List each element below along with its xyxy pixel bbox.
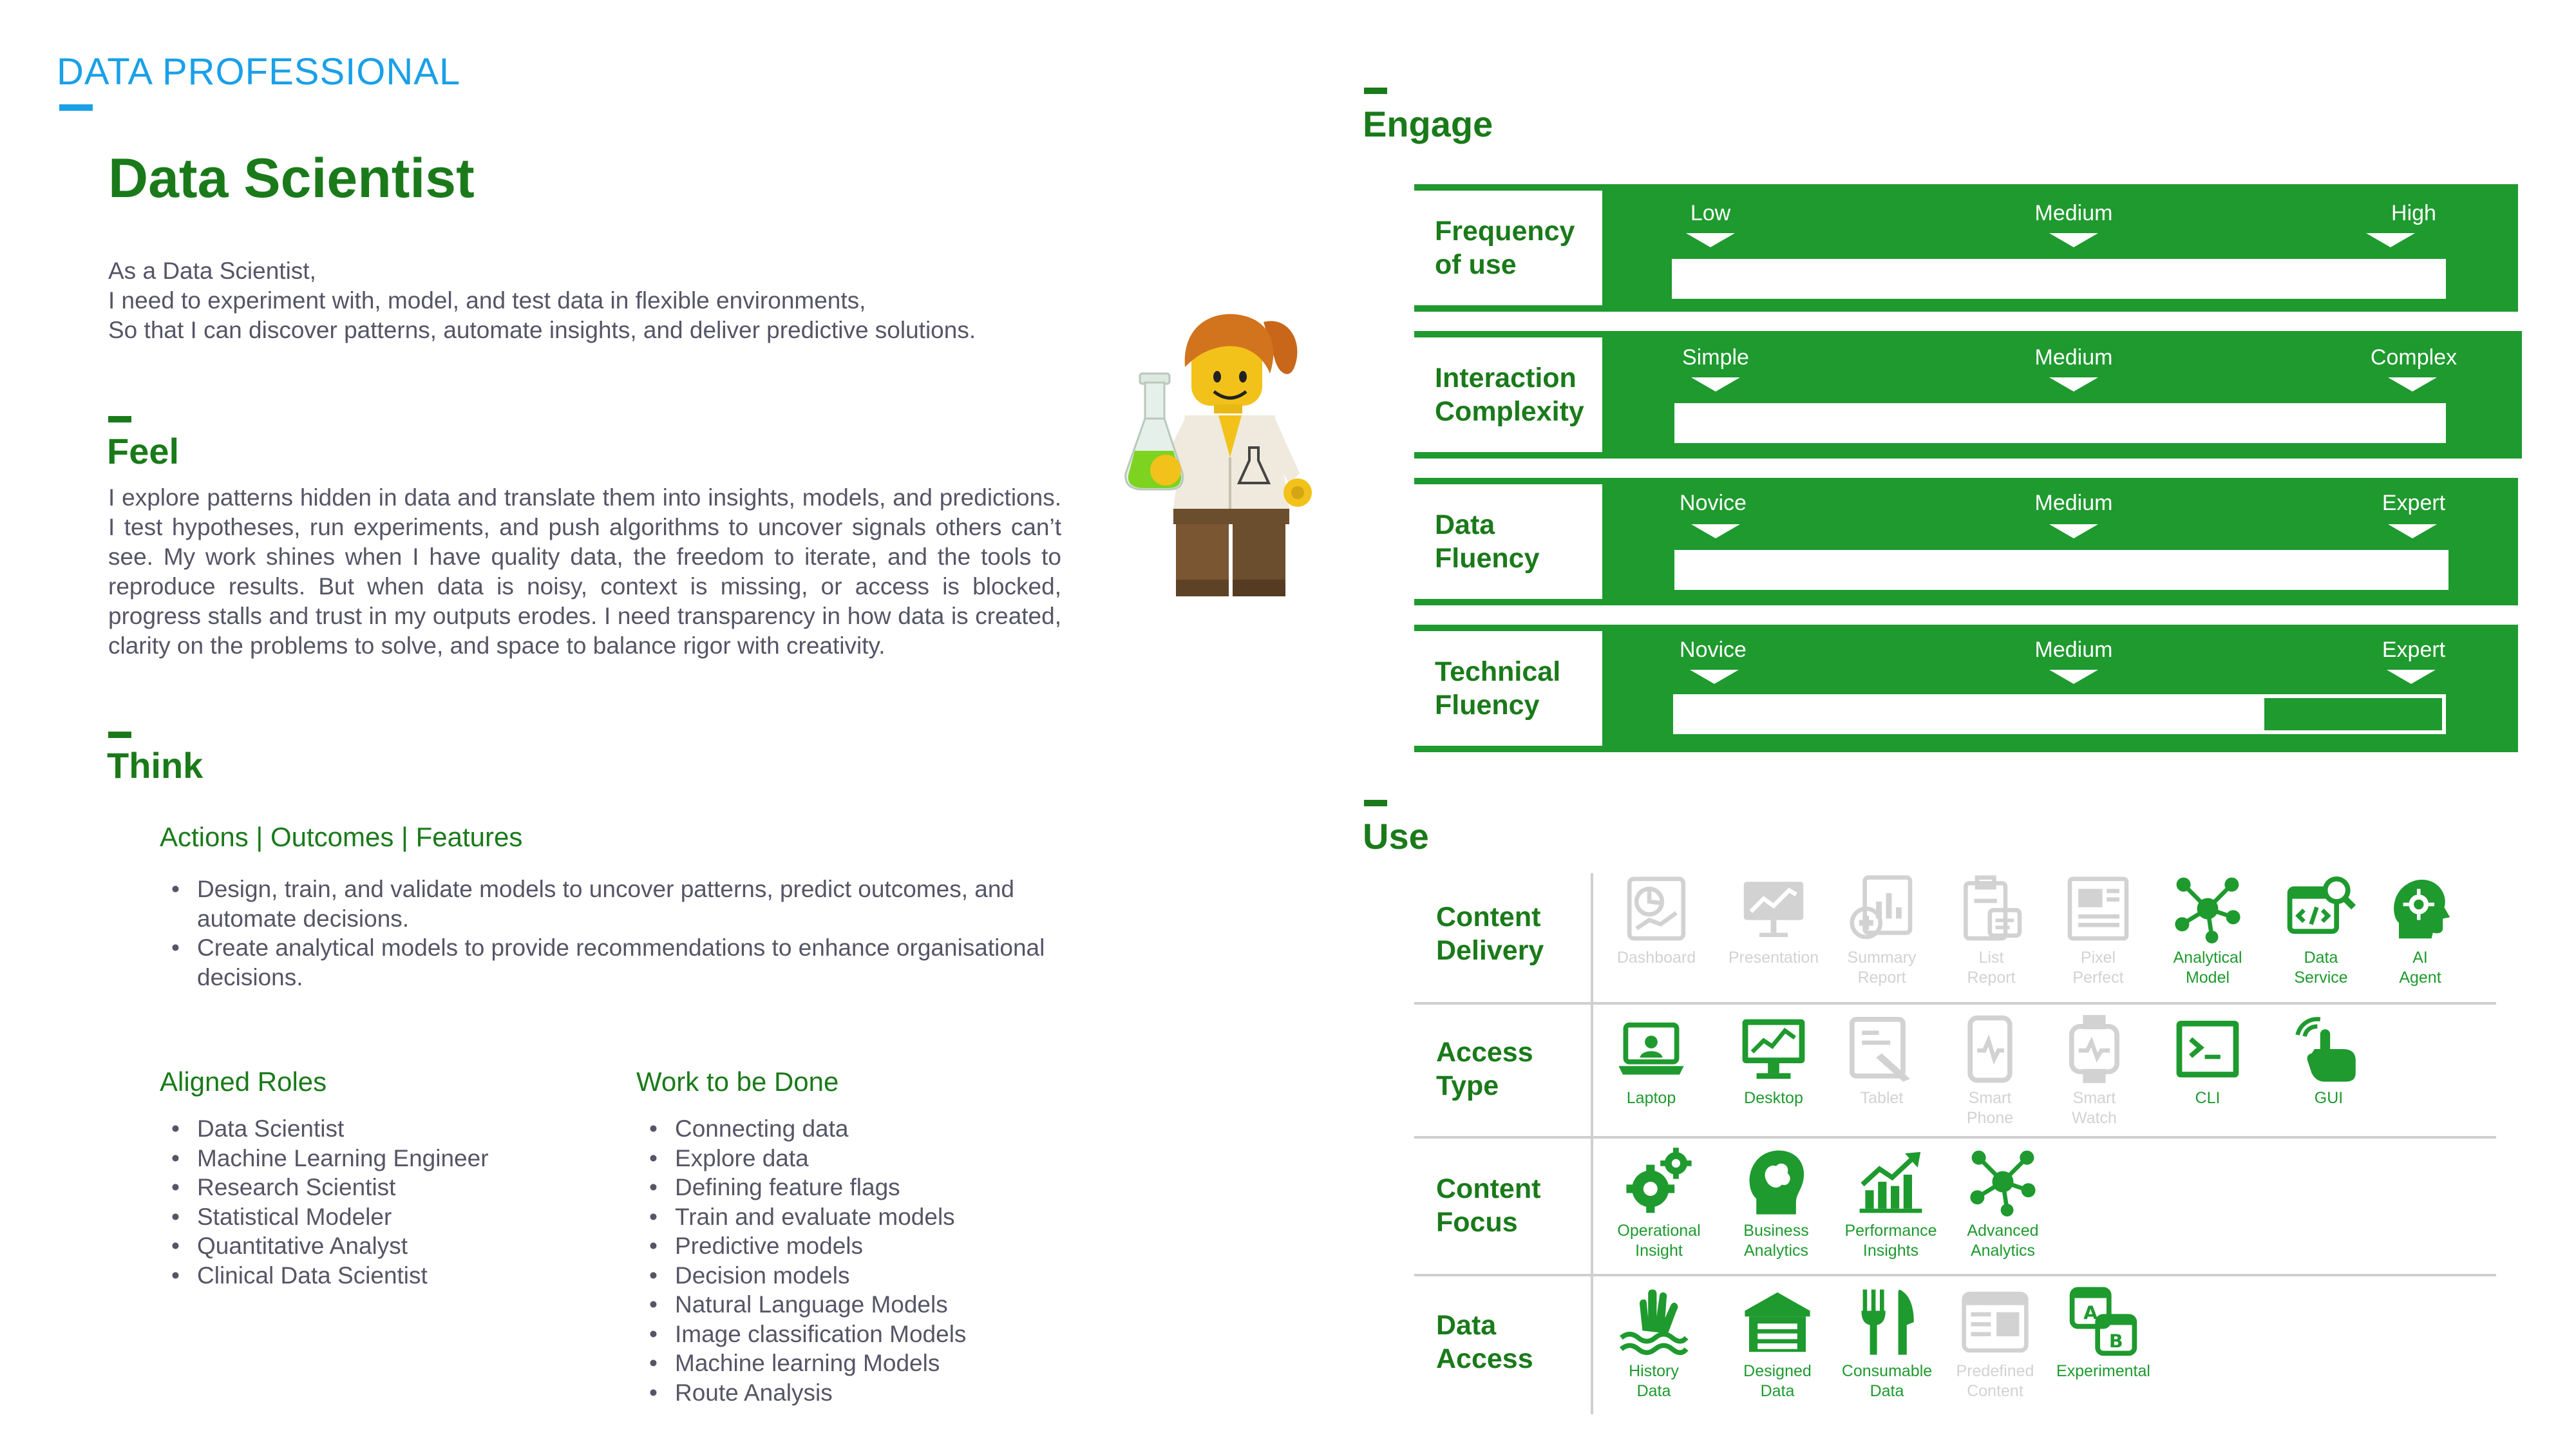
laptop-icon [1616,1014,1687,1084]
use-item-operational-insight: Operational Insight [1607,1146,1710,1261]
scale-arrow-icon [1691,377,1740,392]
use-item-dashboard: Dashboard [1605,873,1708,968]
use-item-cli: CLI [2156,1014,2259,1108]
roles-heading: Aligned Roles [160,1066,327,1097]
roles-list [160,1114,611,1290]
presentation-icon [1738,873,1809,944]
list-item: • Create analytical models to provide recommendations to enhance organisational decisions. [160,933,1074,992]
scale-arrow-icon [2387,670,2436,684]
list-item: • Predictive models [638,1231,1088,1261]
use-item-pixel-perfect: Pixel Perfect [2047,873,2150,988]
use-dash [1364,800,1387,806]
use-divider [1414,1002,2496,1005]
svg-text:B: B [2108,1330,2123,1352]
engage-label-interaction: Interaction Complexity [1414,337,1602,452]
scale-arrow-icon [1686,233,1735,247]
scale-arrow-icon [2388,524,2437,538]
use-divider-vertical [1591,873,1593,1414]
engage-label-data-fluency: Data Fluency [1414,484,1602,599]
use-item-performance-insights: Performance Insights [1839,1146,1942,1261]
list-item: • Explore data [638,1144,1088,1173]
feel-title: Feel [107,431,180,471]
ab-test-icon [2068,1287,2139,1358]
smartphone-icon [1955,1014,2025,1084]
story-line-3: So that I can discover patterns, automate insights, and deliver predictive solutions. [108,317,976,343]
think-dash [108,732,131,738]
use-item-smart-phone: Smart Phone [1938,1014,2041,1128]
engage-title: Engage [1363,104,1493,144]
use-label-content-delivery: Content Delivery [1436,902,1544,966]
list-item: • Train and evaluate models [638,1202,1088,1232]
touch-icon [2293,1014,2364,1084]
use-item-gui: GUI [2277,1014,2380,1108]
scale-arrow-icon [2049,233,2098,247]
brain-head-icon [1741,1146,1812,1217]
list-item: • Decision models [638,1261,1088,1291]
svg-text:A: A [2083,1302,2098,1324]
list-item: • Defining feature flags [638,1173,1088,1202]
growth-chart-icon [1855,1146,1926,1217]
use-item-list-report: List Report [1940,873,2043,988]
persona-category: DATA PROFESSIONAL [57,51,461,93]
use-item-designed-data: Designed Data [1726,1287,1829,1401]
use-item-laptop: Laptop [1600,1014,1703,1108]
page-title: Data Scientist [108,147,475,209]
engage-bar-interaction [1674,403,2446,443]
list-item: • Natural Language Models [638,1290,1088,1320]
actions-list [160,875,1074,992]
use-item-advanced-analytics: Advanced Analytics [1951,1146,2054,1261]
desktop-icon [1738,1014,1809,1084]
feel-dash [108,416,131,422]
scale-low-label: Low [1690,201,1731,225]
user-story [108,256,976,345]
work-heading: Work to be Done [636,1066,839,1097]
history-hand-icon [1618,1287,1689,1358]
list-item: • Research Scientist [160,1173,611,1202]
list-item: • Connecting data [638,1114,1088,1144]
use-item-presentation: Presentation [1722,873,1825,968]
scale-arrow-icon [2049,524,2098,538]
smartwatch-icon [2059,1014,2130,1084]
engage-label-frequency: Frequency of use [1414,191,1602,305]
think-title: Think [107,745,204,786]
scale-high-label: Complex [2370,345,2458,370]
category-underline [59,104,93,111]
cutlery-icon [1852,1287,1922,1358]
use-divider [1414,1136,2496,1139]
scientist-figure-illustration [1121,296,1333,605]
list-item: • Statistical Modeler [160,1202,611,1232]
network-icon [1967,1146,2038,1217]
scale-low-label: Novice [1680,638,1747,662]
scale-high-label: High [2391,201,2436,225]
story-line-1: As a Data Scientist, [108,258,316,284]
list-report-icon [1956,873,2027,944]
terminal-icon [2172,1014,2243,1084]
feel-text: I explore patterns hidden in data and translate them into insights, models, and predictions. I test hypotheses, run experiments, and push algorithms to uncover signals others can’t see. My work shines when I have quality data, the freedom to iterate, and the tools to reproduce results. But when data is noisy, context is missing, or access is blocked, progress stalls and trust in my outputs erodes. I need transparency in how data is created, clarity on the problems to solve, and space to balance rigor with creativity. [108,484,1061,659]
predefined-content-icon [1960,1287,2031,1358]
use-label-content-focus: Content Focus [1436,1173,1541,1238]
code-search-icon [2286,873,2356,944]
list-item: • Machine learning Models [638,1349,1088,1378]
use-item-experimental: A B Experimental [2052,1287,2155,1381]
ai-head-icon [2385,873,2456,944]
pixel-perfect-icon [2063,873,2134,944]
story-line-2: I need to experiment with, model, and test data in flexible environments, [108,287,866,314]
use-item-summary-report: Summary Report [1830,873,1933,988]
scale-low-label: Simple [1682,345,1749,370]
scale-high-label: Expert [2382,491,2446,515]
use-item-history-data: History Data [1602,1287,1705,1401]
summary-report-icon [1846,873,1917,944]
use-item-tablet: Tablet [1830,1014,1933,1108]
scale-arrow-icon [2366,233,2415,247]
engage-dash [1364,88,1387,94]
actions-heading: Actions | Outcomes | Features [160,822,523,852]
list-item: • Machine Learning Engineer [160,1144,611,1173]
engage-label-technical-fluency: Technical Fluency [1414,631,1602,746]
dashboard-icon [1621,873,1692,944]
use-title: Use [1363,816,1429,857]
list-item: • Design, train, and validate models to uncover patterns, predict outcomes, and automate decisions. [160,875,1074,933]
scale-mid-label: Medium [2034,491,2113,515]
use-item-business-analytics: Business Analytics [1725,1146,1828,1261]
use-item-consumable-data: Consumable Data [1835,1287,1938,1401]
scale-arrow-icon [2049,377,2098,392]
use-item-ai-agent: AI Agent [2369,873,2472,988]
list-item: • Quantitative Analyst [160,1231,611,1261]
scale-high-label: Expert [2382,638,2446,662]
scale-arrow-icon [1690,670,1739,684]
gears-icon [1624,1146,1694,1217]
list-item: • Data Scientist [160,1114,611,1144]
use-divider [1414,1274,2496,1276]
engage-bar-data-fluency [1674,550,2448,590]
scale-mid-label: Medium [2034,638,2113,662]
level-fill [2264,698,2442,730]
scale-arrow-icon [1691,524,1740,538]
scale-arrow-icon [2049,670,2098,684]
tablet-icon [1846,1014,1917,1084]
scale-low-label: Novice [1680,491,1747,515]
scale-mid-label: Medium [2034,345,2113,370]
use-item-desktop: Desktop [1722,1014,1825,1108]
use-item-predefined-content: Predefined Content [1944,1287,2047,1401]
engage-bar-frequency [1672,259,2446,299]
engage-bar-technical-fluency [1673,694,2446,734]
network-icon [2172,873,2243,944]
work-list [638,1114,1088,1407]
use-item-smart-watch: Smart Watch [2043,1014,2146,1128]
scale-mid-label: Medium [2034,201,2113,225]
use-item-analytical-model: Analytical Model [2156,873,2259,988]
list-item: • Route Analysis [638,1378,1088,1408]
use-label-access-type: Access Type [1436,1037,1533,1101]
warehouse-icon [1742,1287,1813,1358]
use-item-data-service: Data Service [2269,873,2372,988]
list-item: • Clinical Data Scientist [160,1261,611,1291]
scale-arrow-icon [2388,377,2437,392]
use-label-data-access: Data Access [1436,1310,1533,1374]
list-item: • Image classification Models [638,1320,1088,1349]
